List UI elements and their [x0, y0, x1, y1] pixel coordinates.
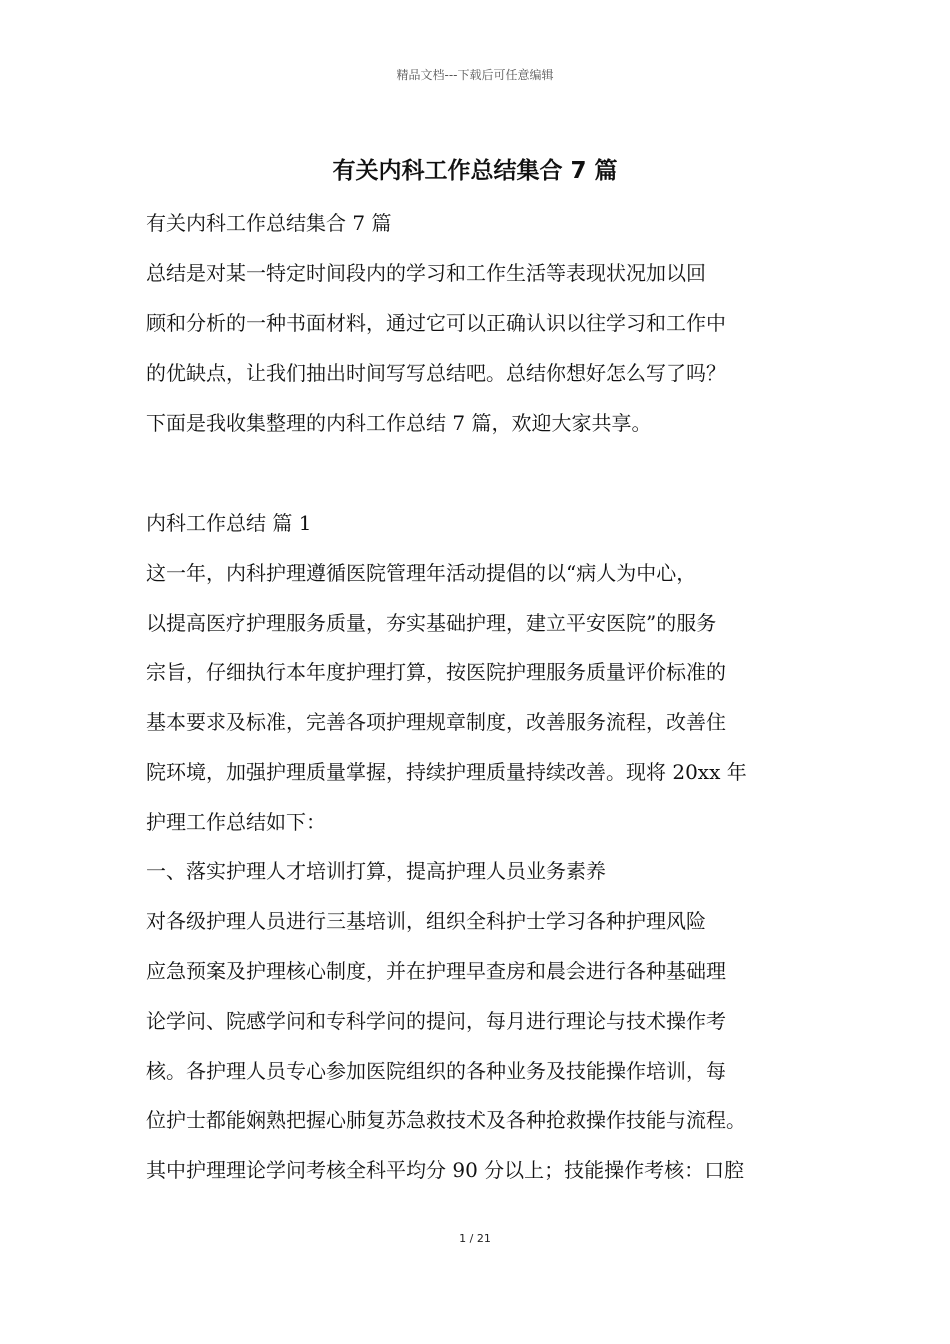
body-line: 位护士都能娴熟把握心肺复苏急救技术及各种抢救操作技能与流程。	[146, 1108, 746, 1132]
body-line: 宗旨，仔细执行本年度护理打算，按医院护理服务质量评价标准的	[146, 660, 726, 684]
body-line: 顾和分析的一种书面材料，通过它可以正确认识以往学习和工作中	[146, 311, 726, 335]
body-line: 基本要求及标准，完善各项护理规章制度，改善服务流程，改善住	[146, 710, 726, 734]
body-line: 总结是对某一特定时间段内的学习和工作生活等表现状况加以回	[146, 261, 706, 285]
document-title: 有关内科工作总结集合 7 篇	[332, 158, 618, 184]
header-note: 精品文档---下载后可任意编辑	[396, 68, 554, 82]
page-number: 1 / 21	[459, 1232, 491, 1245]
body-line: 这一年，内科护理遵循医院管理年活动提倡的以“病人为中心，	[146, 561, 697, 585]
subtitle-line: 有关内科工作总结集合 7 篇	[146, 211, 392, 235]
body-line: 核。各护理人员专心参加医院组织的各种业务及技能操作培训，每	[146, 1059, 726, 1083]
section-heading: 内科工作总结 篇 1	[146, 511, 312, 535]
body-line: 的优缺点，让我们抽出时间写写总结吧。总结你想好怎么写了吗？	[146, 361, 726, 385]
subsection-heading: 一、落实护理人才培训打算，提高护理人员业务素养	[146, 859, 606, 883]
body-line: 应急预案及护理核心制度，并在护理早查房和晨会进行各种基础理	[146, 959, 726, 983]
body-line: 对各级护理人员进行三基培训，组织全科护士学习各种护理风险	[146, 909, 706, 933]
body-line: 论学问、院感学问和专科学问的提问，每月进行理论与技术操作考	[146, 1009, 726, 1033]
body-line: 护理工作总结如下：	[146, 810, 326, 834]
body-line: 下面是我收集整理的内科工作总结 7 篇，欢迎大家共享。	[146, 411, 652, 435]
body-line: 院环境，加强护理质量掌握，持续护理质量持续改善。现将 20xx 年	[146, 760, 747, 784]
body-line: 以提高医疗护理服务质量，夯实基础护理，建立平安医院”的服务	[146, 611, 717, 635]
body-line: 其中护理理论学问考核全科平均分 90 分以上；技能操作考核：口腔	[146, 1158, 745, 1182]
